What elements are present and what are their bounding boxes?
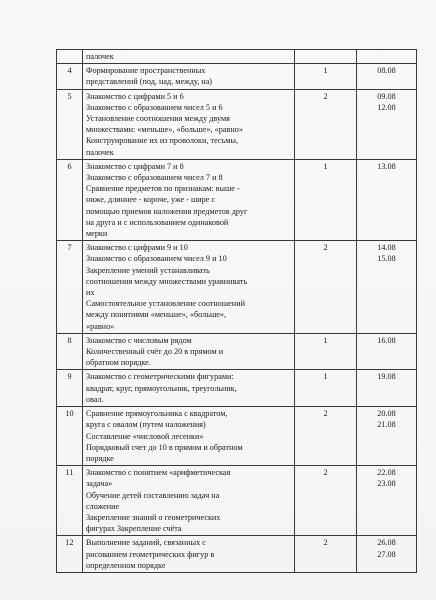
row-number: 10 (57, 407, 83, 466)
date-line: 08.08 (377, 66, 396, 76)
topic-line: Сравнение прямоугольника с квадратом, (86, 409, 228, 419)
hours-cell: 1 (295, 333, 357, 370)
date-cell (357, 536, 417, 573)
date-line: 09.08 (377, 91, 396, 101)
topic-line: Составление «числовой лесенки» (86, 431, 204, 441)
date-line: 27.08 (377, 549, 396, 559)
topic-line: помощью приемов наложения предметов друг (86, 206, 248, 216)
table-row (57, 64, 417, 89)
hours-cell: 2 (295, 241, 357, 334)
topic-line: палочек (86, 147, 114, 157)
topic-cell (83, 241, 295, 334)
table-row (57, 333, 417, 370)
table-row (57, 536, 417, 573)
topic-line: обратном порядке. (86, 358, 151, 368)
topic-line: Выполнение заданий, связанных с (86, 538, 206, 548)
topic-line: на друга и с использованием одинаковой (86, 217, 229, 227)
topic-line: сложение (86, 501, 120, 511)
topic-cell (83, 536, 295, 573)
table-row (57, 89, 417, 159)
topic-line: Знакомство с образованием чисел 5 и 6 (86, 102, 223, 112)
topic-line: фигурах Закрепление счёта (86, 524, 182, 534)
topic-line: Знакомство с геометрическими фигурами: (86, 372, 234, 382)
topic-cell (83, 407, 295, 466)
topic-line: Количественный счёт до 20 в прямом и (86, 347, 224, 357)
topic-line: задача» (86, 479, 113, 489)
topic-line: рисованием геометрических фигур в (86, 549, 215, 559)
topic-cell (83, 64, 295, 89)
topic-line: Знакомство с цифрами 5 и 6 (86, 91, 184, 101)
topic-line: Закрепление умений устанавливать (86, 265, 210, 275)
table-row (57, 407, 417, 466)
topic-line: Конструирование их из проволоки, тесьмы, (86, 136, 239, 146)
hours-cell: 1 (295, 64, 357, 89)
topic-line: Знакомство с числовым рядом (86, 335, 192, 345)
topic-line: Знакомство с образованием чисел 7 и 8 (86, 173, 223, 183)
row-number: 12 (57, 536, 83, 573)
hours-cell: 1 (295, 159, 357, 240)
date-cell (357, 64, 417, 89)
topic-line: Самостоятельное установление соотношений (86, 299, 245, 309)
row-number: 4 (57, 64, 83, 89)
topic-cell (83, 89, 295, 159)
topic-line: Знакомство с понятием «арифметическая (86, 468, 231, 478)
topic-line: определенном порядке (86, 560, 166, 570)
topic-line: палочек (86, 52, 114, 61)
topic-line: Порядковый счет до 10 в прямом и обратном (86, 442, 243, 452)
table-row (57, 50, 417, 64)
date-line: 26.08 (377, 538, 396, 548)
row-number: 9 (57, 370, 83, 407)
date-cell (357, 333, 417, 370)
hours-cell: 2 (295, 89, 357, 159)
date-line: 21.08 (377, 420, 396, 430)
hours-cell: 2 (295, 536, 357, 573)
topic-line: множествами: «меньше», «больше», «равно» (86, 125, 243, 135)
topic-line: круга с овалом (путем наложения) (86, 420, 206, 430)
topic-line: Формирование пространственных (86, 66, 206, 76)
topic-cell (83, 466, 295, 536)
topic-line: Обучение детей составлению задач на (86, 490, 220, 500)
topic-line: Сравнение предметов по признакам: выше - (86, 184, 240, 194)
date-line: 16.08 (377, 335, 396, 345)
table-row (57, 370, 417, 407)
hours-cell: 2 (295, 407, 357, 466)
date-cell (357, 407, 417, 466)
date-cell (357, 466, 417, 536)
topic-line: Знакомство с цифрами 7 и 8 (86, 161, 184, 171)
table-row (57, 466, 417, 536)
date-cell (357, 50, 417, 64)
date-line: 12.08 (377, 102, 396, 112)
table-row (57, 159, 417, 240)
date-line: 22.08 (377, 468, 396, 478)
date-cell (357, 241, 417, 334)
topic-cell (83, 159, 295, 240)
topic-line: Закрепление знаний о геометрических (86, 512, 221, 522)
topic-line: порядке (86, 453, 114, 463)
hours-cell (295, 50, 357, 64)
topic-line: ниже, длиннее - короче, уже - шире с (86, 195, 216, 205)
lesson-plan-body (57, 50, 417, 573)
date-line: 14.08 (377, 243, 396, 253)
table-row (57, 241, 417, 334)
date-line: 20.08 (377, 409, 396, 419)
date-line: 13.08 (377, 161, 396, 171)
topic-line: мерки (86, 229, 108, 239)
row-number: 7 (57, 241, 83, 334)
topic-cell (83, 370, 295, 407)
date-line: 15.08 (377, 254, 396, 264)
row-number: 5 (57, 89, 83, 159)
date-cell (357, 370, 417, 407)
date-cell (357, 159, 417, 240)
topic-line: Установление соотношения между двумя (86, 114, 230, 124)
topic-line: между понятиями «меньше», «больше», (86, 310, 227, 320)
row-number: 6 (57, 159, 83, 240)
topic-line: представлений (под, над, между, на) (86, 77, 213, 87)
hours-cell: 1 (295, 370, 357, 407)
row-number: 8 (57, 333, 83, 370)
date-cell (357, 89, 417, 159)
topic-cell (83, 333, 295, 370)
row-number: 11 (57, 466, 83, 536)
topic-line: их (86, 288, 95, 298)
topic-cell (83, 50, 295, 64)
topic-line: «равно» (86, 321, 115, 331)
topic-line: Знакомство с цифрами 9 и 10 (86, 243, 188, 253)
hours-cell: 2 (295, 466, 357, 536)
date-line: 19.08 (377, 372, 396, 382)
date-line: 23.08 (377, 479, 396, 489)
row-number (57, 50, 83, 64)
topic-line: Знакомство с образованием чисел 9 и 10 (86, 254, 227, 264)
topic-line: овал. (86, 394, 104, 404)
topic-line: соотношения между множествами уравнивать (86, 276, 248, 286)
lesson-plan-table (56, 49, 417, 573)
topic-line: квадрат, круг, прямоугольник, треугольник, (86, 383, 237, 393)
